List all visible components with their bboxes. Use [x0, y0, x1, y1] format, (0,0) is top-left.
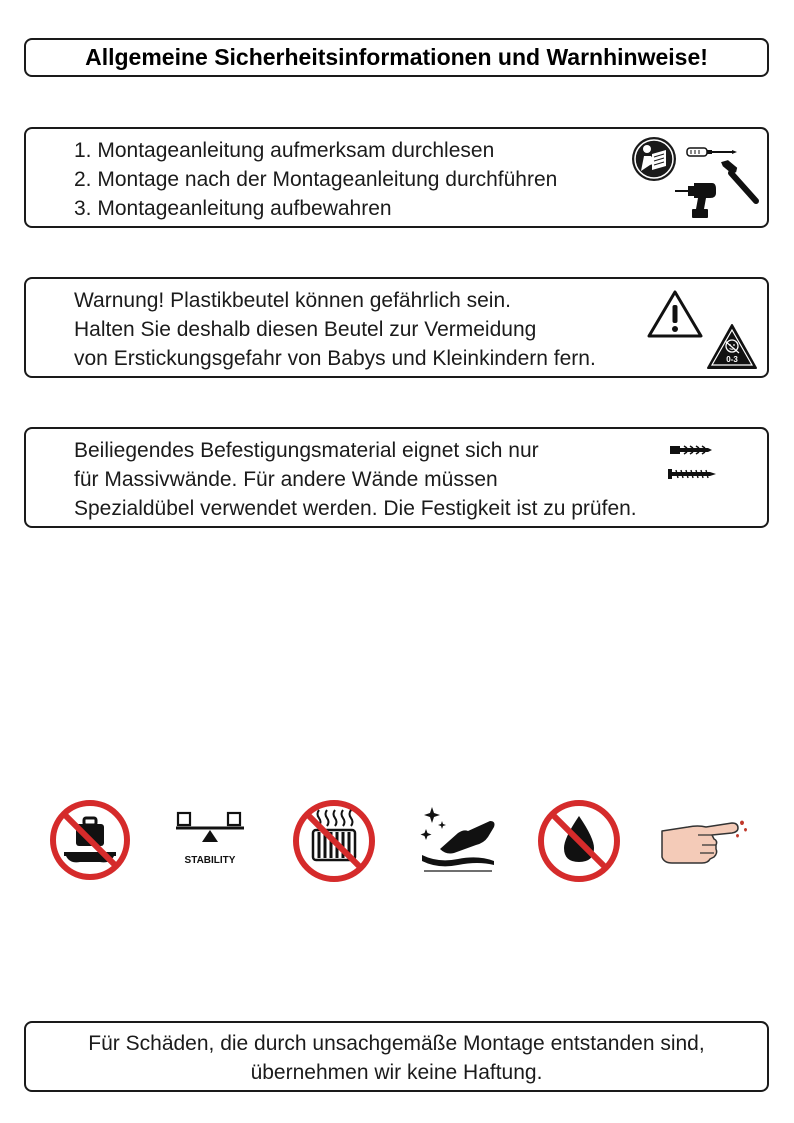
assembly-notice-text: [74, 136, 557, 223]
warning-line-2: Halten Sie deshalb diesen Beutel zur Vermeidung: [74, 318, 537, 341]
fixing-line-2: für Massivwände. Für andere Wände müssen: [74, 468, 498, 491]
stability-label: STABILITY: [184, 855, 236, 866]
care-symbols-row: [0, 795, 794, 895]
fixing-line-3: Spezialdübel verwendet werden. Die Festigkeit ist zu prüfen.: [74, 497, 637, 520]
title-box: [24, 38, 769, 77]
fixing-material-box: [24, 427, 769, 528]
no-heavy-load-icon: [50, 800, 130, 880]
assembly-notice-box: [24, 127, 769, 228]
read-manual-icon: [630, 135, 678, 183]
disclaimer-line-2: übernehmen wir keine Haftung.: [250, 1061, 543, 1084]
age-warning-icon: [706, 323, 758, 371]
plastic-bag-warning-text: [74, 286, 596, 373]
liability-disclaimer-box: [24, 1021, 769, 1092]
hammer-icon: [716, 159, 760, 205]
assembly-line-3: 3. Montageanleitung aufbewahren: [74, 197, 392, 220]
stability-icon: [172, 809, 248, 871]
wall-plug-icon: [668, 443, 716, 457]
no-water-icon: [538, 800, 620, 882]
wipe-clean-icon: [418, 803, 498, 881]
warning-line-1: Warnung! Plastikbeutel können gefährlich sein.: [74, 289, 511, 312]
drill-icon: [674, 179, 718, 219]
screwdriver-icon: [686, 145, 738, 159]
age-label: 0-3: [726, 355, 738, 364]
assembly-line-1: 1. Montageanleitung aufmerksam durchlesen: [74, 139, 495, 162]
warning-line-3: von Erstickungsgefahr von Babys und Kleinkindern fern.: [74, 347, 596, 370]
no-heat-icon: [293, 800, 375, 882]
plastic-bag-warning-box: [24, 277, 769, 378]
assembly-line-2: 2. Montage nach der Montageanleitung durchführen: [74, 168, 558, 191]
sharp-edges-icon: [658, 813, 750, 869]
screw-icon: [666, 467, 718, 481]
fixing-line-1: Beiliegendes Befestigungsmaterial eignet sich nur: [74, 439, 539, 462]
page-title: Allgemeine Sicherheitsinformationen und Warnhinweise!: [85, 44, 708, 70]
fixing-material-text: [74, 436, 637, 523]
disclaimer-line-1: Für Schäden, die durch unsachgemäße Montage entstanden sind,: [88, 1032, 705, 1055]
warning-triangle-icon: [646, 289, 704, 339]
